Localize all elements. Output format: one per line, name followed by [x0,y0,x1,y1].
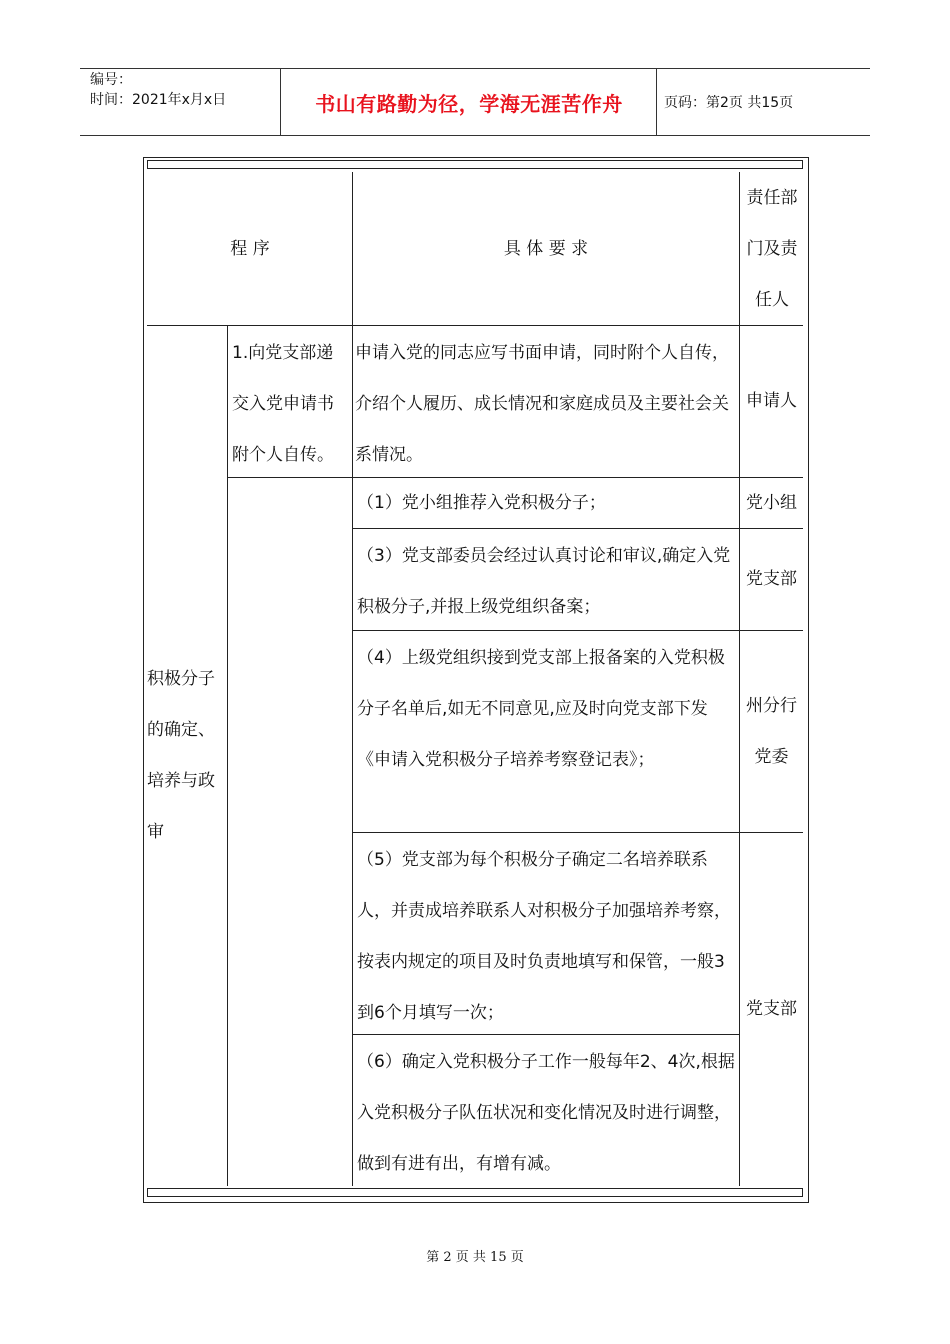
section-label-cell [147,326,227,1186]
header-meta [90,70,226,110]
section-merged-responsible: 党支部 [746,999,797,1019]
step-1-requirement: 申请入党的同志应写书面申请，同时附个人自传，介绍个人履历、成长情况和家庭成员及主要社会关系情况。 [355,343,729,465]
page-footer: 第 2 页 共 15 页 [426,1250,524,1265]
section-item-4-responsible-cell [740,631,803,832]
section-label: 积极分子的确定、培养与政审 [147,669,215,842]
section-item-6: （6）确定入党积极分子工作一般每年2、4次,根据入党积极分子队伍状况和变化情况及时进行调整，做到有进有出，有增有减。 [357,1052,735,1174]
section-item-3: （3）党支部委员会经过认真讨论和审议,确定入党积极分子,并报上级党组织备案； [357,546,731,617]
step-1-responsible: 申请人 [746,391,797,411]
header-page-info: 页码：第2页 共15页 [664,95,794,111]
col-line-step [227,325,228,1186]
section-item-1-responsible: 党小组 [746,492,797,513]
step-1-label: 1.向党支部递交入党申请书附个人自传。 [232,343,334,465]
section-item-1: （1）党小组推荐入党积极分子； [357,493,606,513]
section-item-5: （5）党支部为每个积极分子确定二名培养联系人，并责成培养联系人对积极分子加强培养考察，按表内规定的项目及时负责地填写和保管，一般3到6个月填写一次； [357,850,731,1023]
header-responsible: 责任部门及责任人 [746,187,798,310]
doc-number-label: 编号： [90,72,132,88]
doc-date-label: 时间：2021年x月x日 [90,92,227,108]
section-item-3-responsible: 党支部 [746,569,797,589]
section-item-4: （4）上级党组织接到党支部上报备案的入党积极分子名单后,如无不同意见,应及时向党支部下发《申请入党积极分子培养考察登记表》； [357,648,725,770]
section-item-4-responsible: 州分行党委 [746,695,797,767]
header-requirements: 具 体 要 求 [503,238,589,259]
header-divider-left [280,68,281,136]
header-divider-right [656,68,657,136]
table-top-band [147,160,803,169]
header-procedure: 程 序 [230,238,270,259]
header-motto: 书山有路勤为径，学海无涯苦作舟 [315,91,623,116]
page-header [80,68,870,136]
